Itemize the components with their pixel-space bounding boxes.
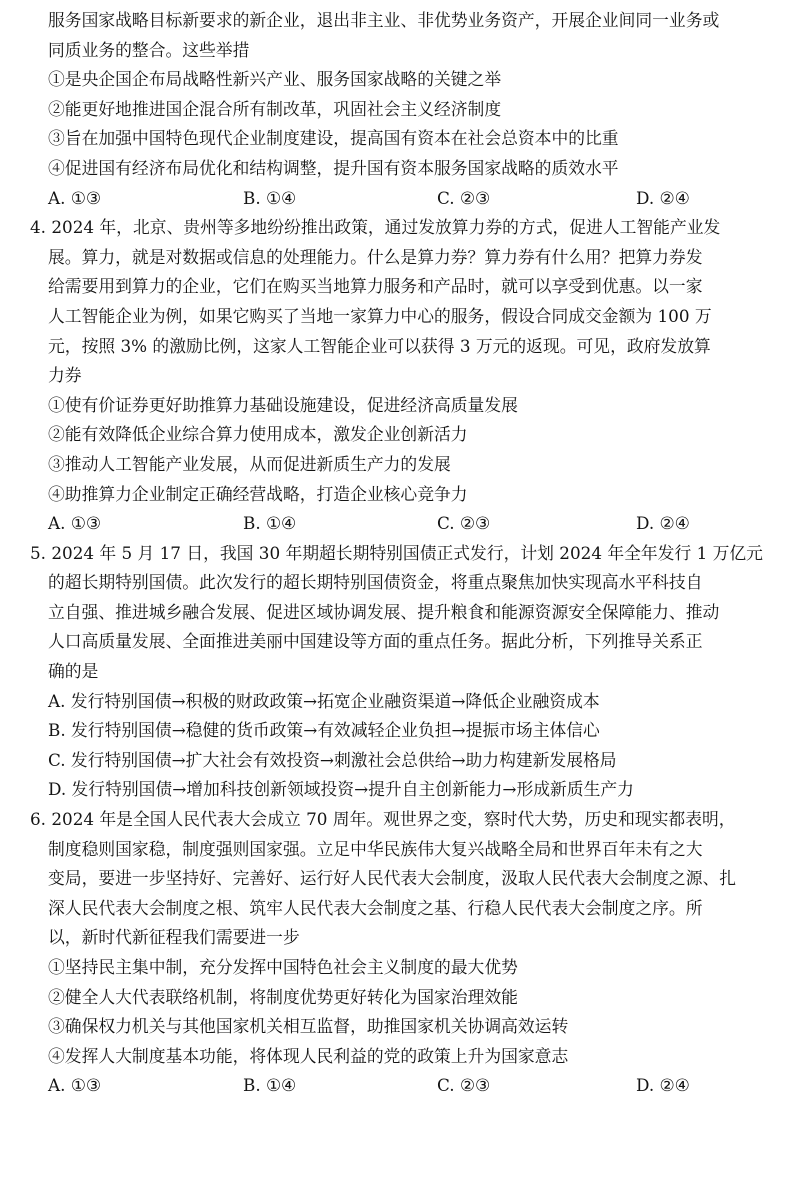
question-text-line: 服务国家战略目标新要求的新企业，退出非主业、非优势业务资产，开展企业间同一业务或: [48, 10, 720, 30]
option-c[interactable]: C. ②③: [437, 187, 490, 208]
option-c[interactable]: C. ②③: [437, 1075, 490, 1096]
choice-b[interactable]: B. 发行特别国债→稳健的货币政策→有效减轻企业负担→提振市场主体信心: [48, 720, 600, 741]
statement-4: ④发挥人大制度基本功能，将体现人民利益的党的政策上升为国家意志: [48, 1045, 569, 1066]
statement-1: ①坚持民主集中制，充分发挥中国特色社会主义制度的最大优势: [48, 957, 518, 977]
answer-options: [0, 1071, 800, 1101]
statement-3: ③推动人工智能产业发展，从而促进新质生产力的发展: [48, 453, 451, 474]
question-4: [0, 213, 800, 539]
option-d[interactable]: D. ②④: [636, 513, 690, 534]
option-b[interactable]: B. ①④: [243, 513, 297, 534]
option-b[interactable]: B. ①④: [243, 187, 297, 208]
statement-1: ①使有价证券更好助推算力基础设施建设，促进经济高质量发展: [48, 394, 518, 415]
question-stem-line: 6. 2024 年是全国人民代表大会成立 70 周年。观世界之变，察时代大势，历史和现实都表明，: [30, 809, 736, 830]
statement-4: ④促进国有经济布局优化和结构调整，提升国有资本服务国家战略的质效水平: [48, 157, 619, 178]
choice-c[interactable]: C. 发行特别国债→扩大社会有效投资→刺激社会总供给→助力构建新发展格局: [48, 749, 617, 770]
question-stem-line: 人工智能企业为例，如果它购买了当地一家算力中心的服务，假设合同成交金额为 100 万: [48, 305, 712, 326]
statement-2: ②能有效降低企业综合算力使用成本，激发企业创新活力: [48, 424, 468, 445]
statement-4: ④助推算力企业制定正确经营战略，打造企业核心竞争力: [48, 483, 468, 504]
question-stem-line: 立自强、推进城乡融合发展、促进区域协调发展、提升粮食和能源资源安全保障能力、推动: [48, 601, 720, 622]
question-stem-line: 给需要用到算力的企业，它们在购买当地算力服务和产品时，就可以享受到优惠。以一家: [48, 276, 703, 297]
exam-page: [0, 6, 800, 1101]
option-a[interactable]: A. ①③: [48, 187, 101, 208]
option-a[interactable]: A. ①③: [48, 513, 101, 534]
question-5: [0, 539, 800, 805]
answer-options: [0, 184, 800, 214]
question-stem-line: 4. 2024 年，北京、贵州等多地纷纷推出政策，通过发放算力券的方式，促进人工智能产业发: [30, 217, 721, 238]
option-a[interactable]: A. ①③: [48, 1075, 101, 1096]
statement-3: ③旨在加强中国特色现代企业制度建设，提高国有资本在社会总资本中的比重: [48, 128, 619, 149]
option-b[interactable]: B. ①④: [243, 1075, 297, 1096]
statement-3: ③确保权力机关与其他国家机关相互监督，助推国家机关协调高效运转: [48, 1016, 569, 1037]
question-stem-line: 5. 2024 年 5 月 17 日，我国 30 年期超长期特别国债正式发行，计划 2024 年全年发行 1 万亿元: [30, 542, 763, 563]
statement-1: ①是央企国企布局战略性新兴产业、服务国家战略的关键之举: [48, 69, 502, 90]
question-stem-line: 确的是: [48, 661, 99, 682]
question-stem-line: 的超长期特别国债。此次发行的超长期特别国债资金，将重点聚焦加快实现高水平科技自: [48, 572, 703, 593]
question-stem-line: 制度稳则国家稳，制度强则国家强。立足中华民族伟大复兴战略全局和世界百年未有之大: [48, 838, 703, 859]
question-6: [0, 805, 800, 1101]
question-stem-line: 以，新时代新征程我们需要进一步: [48, 927, 300, 948]
answer-options: [0, 509, 800, 539]
question-3-tail: [0, 6, 800, 213]
choice-a[interactable]: A. 发行特别国债→积极的财政政策→拓宽企业融资渠道→降低企业融资成本: [48, 690, 600, 711]
question-stem-line: 深人民代表大会制度之根、筑牢人民代表大会制度之基、行稳人民代表大会制度之序。所: [48, 897, 703, 918]
choice-d[interactable]: D. 发行特别国债→增加科技创新领域投资→提升自主创新能力→形成新质生产力: [48, 779, 634, 800]
statement-2: ②健全人大代表联络机制，将制度优势更好转化为国家治理效能: [48, 986, 518, 1007]
question-stem-line: 力券: [48, 365, 82, 386]
question-stem-line: 元，按照 3% 的激励比例，这家人工智能企业可以获得 3 万元的返现。可见，政府发放算: [48, 335, 711, 356]
question-stem-line: 变局，要进一步坚持好、完善好、运行好人民代表大会制度，汲取人民代表大会制度之源、扎: [48, 868, 737, 889]
question-stem-line: 展。算力，就是对数据或信息的处理能力。什么是算力券？算力券有什么用？把算力券发: [48, 246, 703, 267]
option-d[interactable]: D. ②④: [636, 187, 690, 208]
question-stem-line: 人口高质量发展、全面推进美丽中国建设等方面的重点任务。据此分析，下列推导关系正: [48, 631, 703, 652]
question-text-line: 同质业务的整合。这些举措: [48, 39, 250, 60]
statement-2: ②能更好地推进国企混合所有制改革，巩固社会主义经济制度: [48, 98, 502, 119]
option-d[interactable]: D. ②④: [636, 1075, 690, 1096]
option-c[interactable]: C. ②③: [437, 513, 490, 534]
